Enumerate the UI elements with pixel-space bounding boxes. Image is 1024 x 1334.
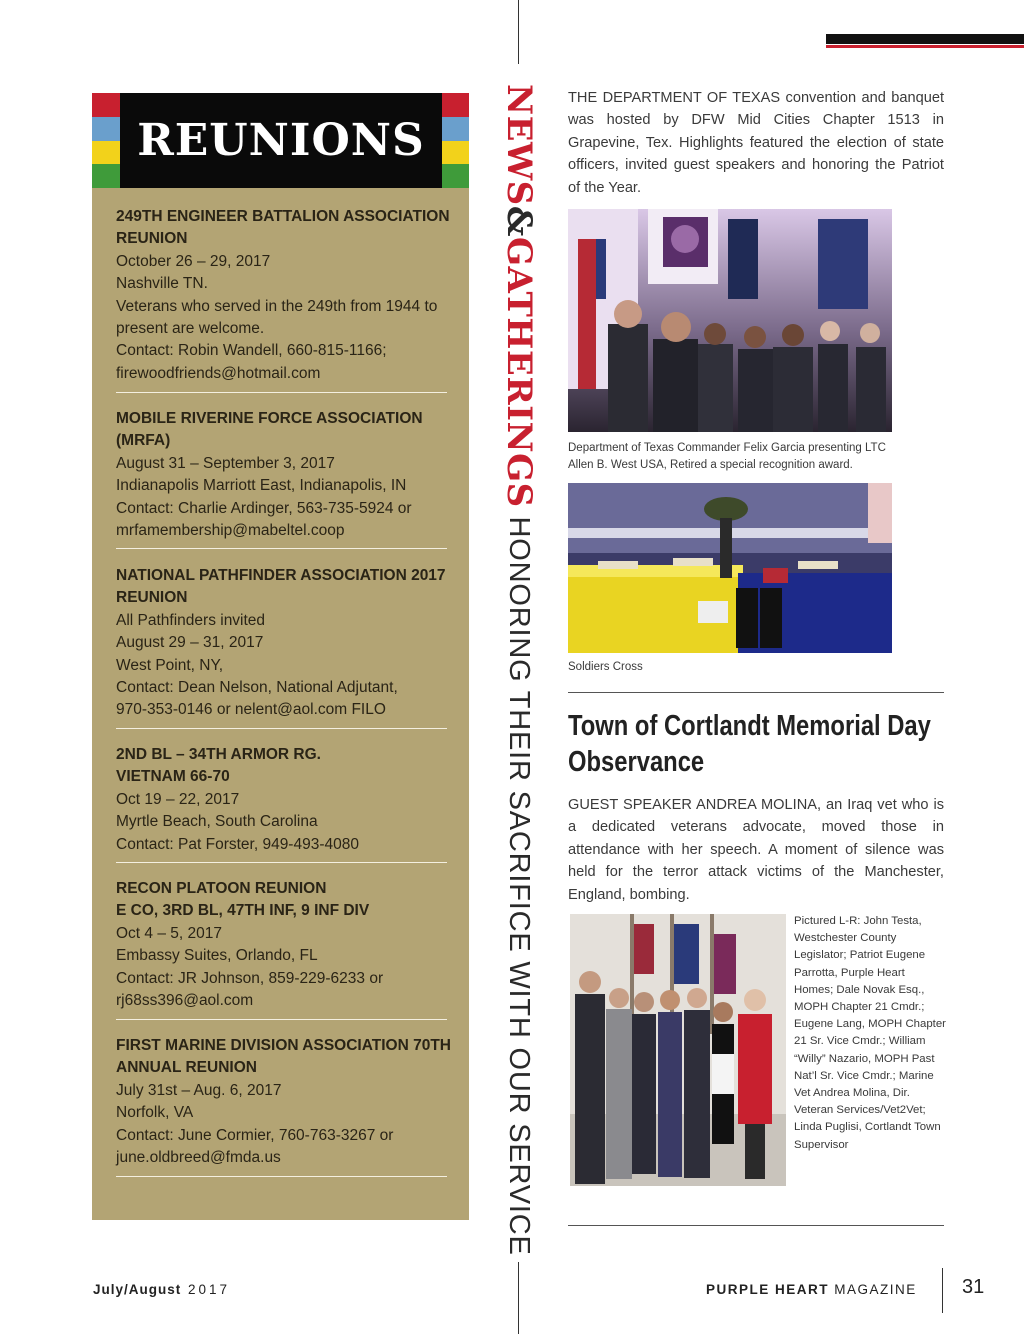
footer-issue-year: 2017 [181, 1282, 231, 1297]
caption-cortlandt-group: Pictured L-R: John Testa, Westchester County Legislator; Patriot Eugene Parrotta, Purple Heart Homes; Dale Novak Esq., MOPH Chapter 21 Cmdr.; Eugene Lang, MOPH Chapter 21 Sr. Vice Cmdr.; William “Willy” Nazario, MOPH Past Nat’l Sr. Vice Cmdr.; Marine Vet Andrea Molina, Dir. Veteran Services/Vet2Vet; Linda Puglisi, Cortlandt Town Supervisor [794, 915, 946, 1151]
reunion-detail: Norfolk, VA [116, 1104, 194, 1122]
color-stripe [92, 141, 120, 165]
reunion-entry [116, 408, 451, 542]
section-vertical-title [499, 84, 539, 1256]
reunion-detail: present are welcome. [116, 320, 265, 338]
reunion-entry [116, 744, 451, 856]
color-stripe [441, 93, 469, 117]
footer-divider [942, 1268, 943, 1313]
footer-magazine-bold: PURPLE HEART [706, 1282, 830, 1297]
photo-cortlandt-group [570, 914, 786, 1186]
reunion-detail: rj68ss396@aol.com [116, 992, 254, 1010]
reunion-title: RECON PLATOON REUNION [116, 880, 327, 897]
reunion-detail: July 31st – Aug. 6, 2017 [116, 1081, 282, 1099]
reunion-detail: August 29 – 31, 2017 [116, 634, 264, 652]
article-cortlandt-body: an Iraq vet who is a dedicated veterans advocate, moved those in attendance with her speech. A moment of silence was held for the terror attack victims of the Manchester, England, bombing. [568, 797, 944, 903]
reunion-detail: Contact: Dean Nelson, National Adjutant, [116, 679, 398, 697]
color-stripe [441, 141, 469, 165]
reunion-detail: Contact: Charlie Ardinger, 563-735-5924 or [116, 499, 412, 517]
reunion-separator [116, 728, 447, 729]
heading-line-2: Observance [568, 746, 705, 778]
reunion-title: FIRST MARINE DIVISION ASSOCIATION 70TH [116, 1037, 451, 1054]
reunion-title: E CO, 3RD BL, 47TH INF, 9 INF DIV [116, 902, 370, 920]
title-gatherings: GATHERINGS [499, 236, 539, 508]
reunion-detail: October 26 – 29, 2017 [116, 252, 271, 270]
color-stripe [441, 164, 469, 188]
reunion-detail: Contact: Robin Wandell, 660-815-1166; [116, 342, 387, 360]
reunion-entry [116, 1035, 451, 1169]
photo-texas-award [568, 209, 892, 432]
photo-soldiers-cross [568, 483, 892, 653]
footer-magazine-name [706, 1282, 917, 1297]
top-accent-bar [826, 45, 1024, 48]
reunion-detail: 970-353-0146 or nelent@aol.com FILO [116, 701, 386, 719]
reunion-title: REUNION [116, 230, 188, 248]
reunion-detail: Oct 4 – 5, 2017 [116, 924, 222, 942]
color-stripe [92, 117, 120, 141]
reunion-title: MOBILE RIVERINE FORCE ASSOCIATION [116, 410, 423, 427]
reunion-detail: Myrtle Beach, South Carolina [116, 813, 318, 831]
caption-soldiers-cross: Soldiers Cross [568, 661, 643, 673]
reunion-separator [116, 548, 447, 549]
reunion-entry [116, 878, 451, 1012]
reunion-detail: Contact: JR Johnson, 859-229-6233 or [116, 969, 384, 987]
article-texas-lead: THE DEPARTMENT OF TEXAS [568, 90, 781, 106]
color-stripe [441, 117, 469, 141]
reunion-detail: Indianapolis Marriott East, Indianapolis, IN [116, 477, 407, 495]
reunion-detail: All Pathfinders invited [116, 611, 266, 629]
reunion-title: 2ND BL – 34TH ARMOR RG. [116, 746, 321, 763]
reunion-separator [116, 1176, 447, 1177]
reunions-header: REUNIONS [120, 93, 442, 188]
reunion-detail: Oct 19 – 22, 2017 [116, 790, 240, 808]
footer-magazine-light: MAGAZINE [829, 1282, 917, 1297]
reunion-entry [116, 565, 451, 722]
article-cortlandt-heading [568, 708, 945, 780]
reunion-title: 249TH ENGINEER BATTALION ASSOCIATION [116, 208, 450, 225]
reunion-detail: Contact: June Cormier, 760-763-3267 or [116, 1126, 394, 1144]
top-decorative-bar [826, 34, 1024, 44]
article-cortlandt-lead: GUEST SPEAKER ANDREA MOLINA, [568, 797, 822, 813]
title-tagline: HONORING THEIR SACRIFICE WITH OUR SERVICE [503, 507, 535, 1256]
reunion-detail: mrfamembership@mabeltel.coop [116, 522, 345, 540]
color-stripe [92, 93, 120, 117]
vertical-rule-bottom [518, 1262, 519, 1334]
reunion-detail: West Point, NY, [116, 656, 224, 674]
article-texas-paragraph [568, 87, 944, 199]
reunion-title: ANNUAL REUNION [116, 1059, 257, 1077]
reunion-separator [116, 862, 447, 863]
reunion-title: (MRFA) [116, 432, 171, 450]
article-divider-bottom [568, 1225, 944, 1226]
reunion-detail: Embassy Suites, Orlando, FL [116, 947, 318, 965]
reunion-separator [116, 392, 447, 393]
color-stripe [92, 164, 120, 188]
reunion-title: NATIONAL PATHFINDER ASSOCIATION 2017 [116, 567, 446, 584]
reunion-detail: firewoodfriends@hotmail.com [116, 364, 321, 382]
reunion-detail: Veterans who served in the 249th from 1944 to [116, 297, 438, 315]
title-news: NEWS [499, 84, 539, 206]
footer-issue-date [93, 1282, 230, 1297]
reunion-separator [116, 1019, 447, 1020]
reunion-entry [116, 206, 451, 385]
page-number: 31 [962, 1276, 985, 1298]
reunion-detail: Nashville TN. [116, 275, 208, 293]
vertical-rule-top [518, 0, 519, 64]
article-texas-body: convention and banquet was hosted by DFW Mid Cities Chapter 1513 in Grapevine, Tex. Highlights featured the election of state officers, invited guest speakers and honoring the Patriot of the Year. [568, 90, 944, 196]
reunion-detail: August 31 – September 3, 2017 [116, 454, 335, 472]
reunion-title: VIETNAM 66-70 [116, 768, 230, 786]
reunion-detail: june.oldbreed@fmda.us [116, 1149, 281, 1167]
caption-texas-award: Department of Texas Commander Felix Garcia presenting LTC Allen B. West USA, Retired a special recognition award. [568, 442, 886, 472]
heading-line-1: Town of Cortlandt Memorial Day [568, 710, 931, 742]
article-cortlandt-paragraph [568, 794, 944, 906]
title-ampersand: & [499, 205, 539, 237]
reunion-title: REUNION [116, 589, 188, 607]
footer-issue-months: July/August [93, 1282, 182, 1297]
reunion-detail: Contact: Pat Forster, 949-493-4080 [116, 835, 359, 853]
article-divider-top [568, 692, 944, 693]
